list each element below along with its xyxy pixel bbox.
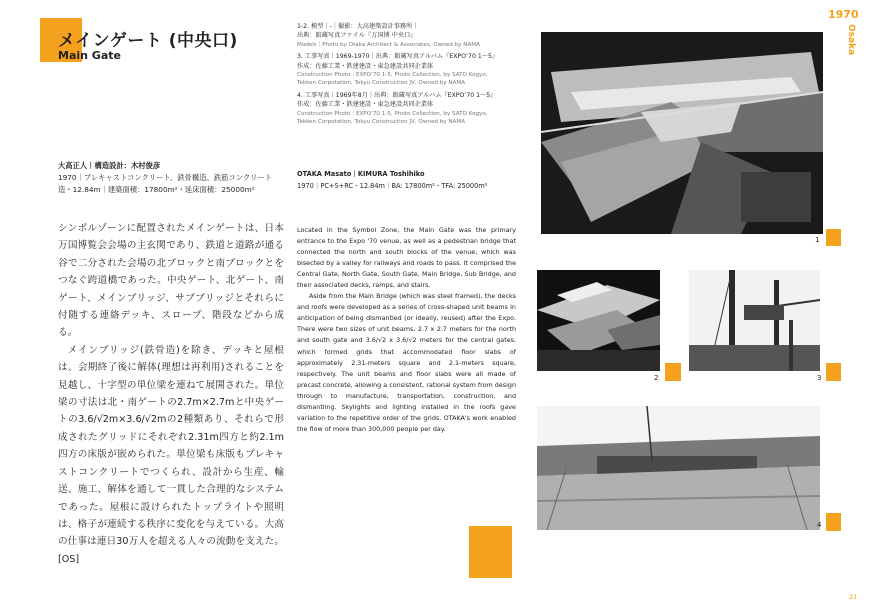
caption-1-jp-line2: 出典：館蔵写真ファイル『万国博 中央口』	[297, 32, 417, 40]
caption-block	[297, 22, 529, 129]
model-detail-image	[537, 270, 660, 371]
page-title: メインゲート (中央口)	[58, 31, 238, 51]
caption-4	[297, 91, 529, 127]
photo-2-model-detail	[537, 270, 660, 371]
credits-jp-area: 造・12.84m｜建築面積：17800m²・延床面積：25000m²	[58, 185, 255, 194]
credits-jp-structure: 1970｜プレキャストコンクリート、鉄骨構造、鉄筋コンクリート	[58, 173, 273, 182]
photo-1-model	[541, 32, 823, 234]
caption-4-en-line1: Construction Photo｜EXPO’70 1-5, Photo Collection, by SATO Kogyo,	[297, 110, 488, 117]
construction-site-image	[537, 406, 820, 530]
accent-block-photo3	[826, 363, 841, 381]
page-number: 21	[849, 593, 858, 601]
caption-3-en-line1: Construction Photo｜EXPO’70 1-5, Photo Collection, by SATO Kogyo,	[297, 72, 488, 79]
credits-en-architect: OTAKA Masato｜KIMURA Toshihiko	[297, 170, 425, 178]
caption-1-en-line1: Models｜Photo by Otaka Architect & Associates, Owned by NAMA	[297, 41, 480, 48]
credits-en	[297, 168, 522, 192]
accent-block-photo1	[826, 229, 841, 246]
body-jp-paragraph-1: シンボルゾーンに配置されたメインゲートは、日本万国博覧会会場の主玄関であり、鉄道と道路が通る谷で二分された会場の北ブロックと南ブロックとをつなぐ跨道橋であった。中央ゲート、北ゲート、南ゲート、メインブリッジ、サブブリッジとそれらに付随する連絡デッキ、スロープ、階段などから成る。	[58, 223, 284, 339]
caption-1	[297, 22, 529, 49]
photo-3-number: 3	[817, 374, 822, 382]
caption-3-jp-line2: 作成：佐藤工業・鉄建建設・東急建設共同企業体	[297, 62, 434, 70]
body-text-en	[297, 225, 516, 435]
photo-4-construction-site	[537, 406, 820, 530]
photo-3-construction	[689, 270, 820, 371]
model-image	[541, 32, 823, 234]
photo-1-number: 1	[815, 236, 820, 244]
accent-block-bottom	[469, 526, 512, 578]
body-text-jp	[58, 220, 284, 568]
caption-4-en-line2: Tekken Corpotation, Tokyu Construction JV, Owned by NAMA	[297, 119, 466, 126]
caption-3-en-line2: Tekken Corpotation, Tokyu Construction JV, Owned by NAMA	[297, 80, 466, 87]
body-en-paragraph-2: Aside from the Main Bridge (which was steel framed), the decks and roofs were developed as a series of cross-shaped unit beams in anticipation of being dismantled (or ideally, reused) after the Expo. There were two sizes of unit beams, 2.7 x 2.7 meters for the north and south gate and 3.6/√2 x 3.6/√2 meters for the central gates, which formed grids that accommodated floor slabs of approximately 2.31-meters square and 2.1-meters square, respectively. The unit beams and floor slabs were all made of precast concrete, allowing a consistent, rational system from design through to manufacture, transportation, construction, and dismantling. Skylights and lighting installed in the roofs gave variation to the repetitive order of the grids. OTAKA's work enabled the flow of more than 300,000 people per day.	[297, 292, 516, 433]
credits-jp	[58, 160, 283, 196]
body-jp-paragraph-2: メインブリッジ(鉄骨造)を除き、デッキと屋根は、会期終了後に解体(理想は再利用)されることを見越し、十字型の単位梁を連ねて展開された。単位梁の寸法は北・南ゲートの2.7m×2.7mと中央ゲートの3.6/√2m×3.6/√2mの2種類あり、それらで形成されたグリッドにそれぞれ2.31m四方と約2.1m四方の床版が嵌められた。単位梁も床版もプレキャストコンクリートでつくられ、設計から生産、輸送、施工、解体を通して一貫した合理的なシステムであった。屋根に設けられたトップライトや照明は、格子が連続する秩序に変化を与えている。大高の仕事は連日30万人を超える人々の流動を支えた。[OS]	[58, 344, 284, 565]
accent-block-photo2	[665, 363, 681, 381]
caption-3-jp-line1: 3. 工事写真｜1969-1970｜出典：館蔵写真アルバム『EXPO’70 1〜5』	[297, 53, 499, 61]
construction-cranes-image	[689, 270, 820, 371]
page-subtitle: Main Gate	[58, 49, 121, 62]
credits-en-spec: 1970｜PC+S+RC・12.84m｜BA: 17800m²・TFA: 25000m²	[297, 182, 488, 190]
caption-4-jp-line2: 作成：佐藤工業・鉄建建設・東急建設共同企業体	[297, 101, 434, 109]
year-label: 1970	[828, 8, 859, 21]
credits-jp-architect: 大高正人｜構造設計：木村俊彦	[58, 161, 161, 170]
city-label: Osaka	[846, 24, 856, 56]
caption-4-jp-line1: 4. 工事写真｜1969年8月｜出典：館蔵写真アルバム『EXPO’70 1〜5』	[297, 91, 497, 99]
accent-block-photo4	[826, 513, 841, 531]
body-en-paragraph-1: Located in the Symbol Zone, the Main Gate was the primary entrance to the Expo '70 venue, as well as a pedestrian bridge that connected the north and south blocks of the venue, which was bisected by a valley for railways and roads to pass. It comprised the Central Gate, North Gate, South Gate, Main Bridge, Sub Bridge, and their associated decks, ramps, and stairs.	[297, 226, 516, 290]
photo-4-number: 4	[817, 521, 822, 529]
caption-3	[297, 52, 529, 88]
caption-1-jp-line1: 1-2. 模型｜-｜撮影：大高建築設計事務所｜	[297, 23, 419, 30]
photo-2-number: 2	[654, 374, 659, 382]
